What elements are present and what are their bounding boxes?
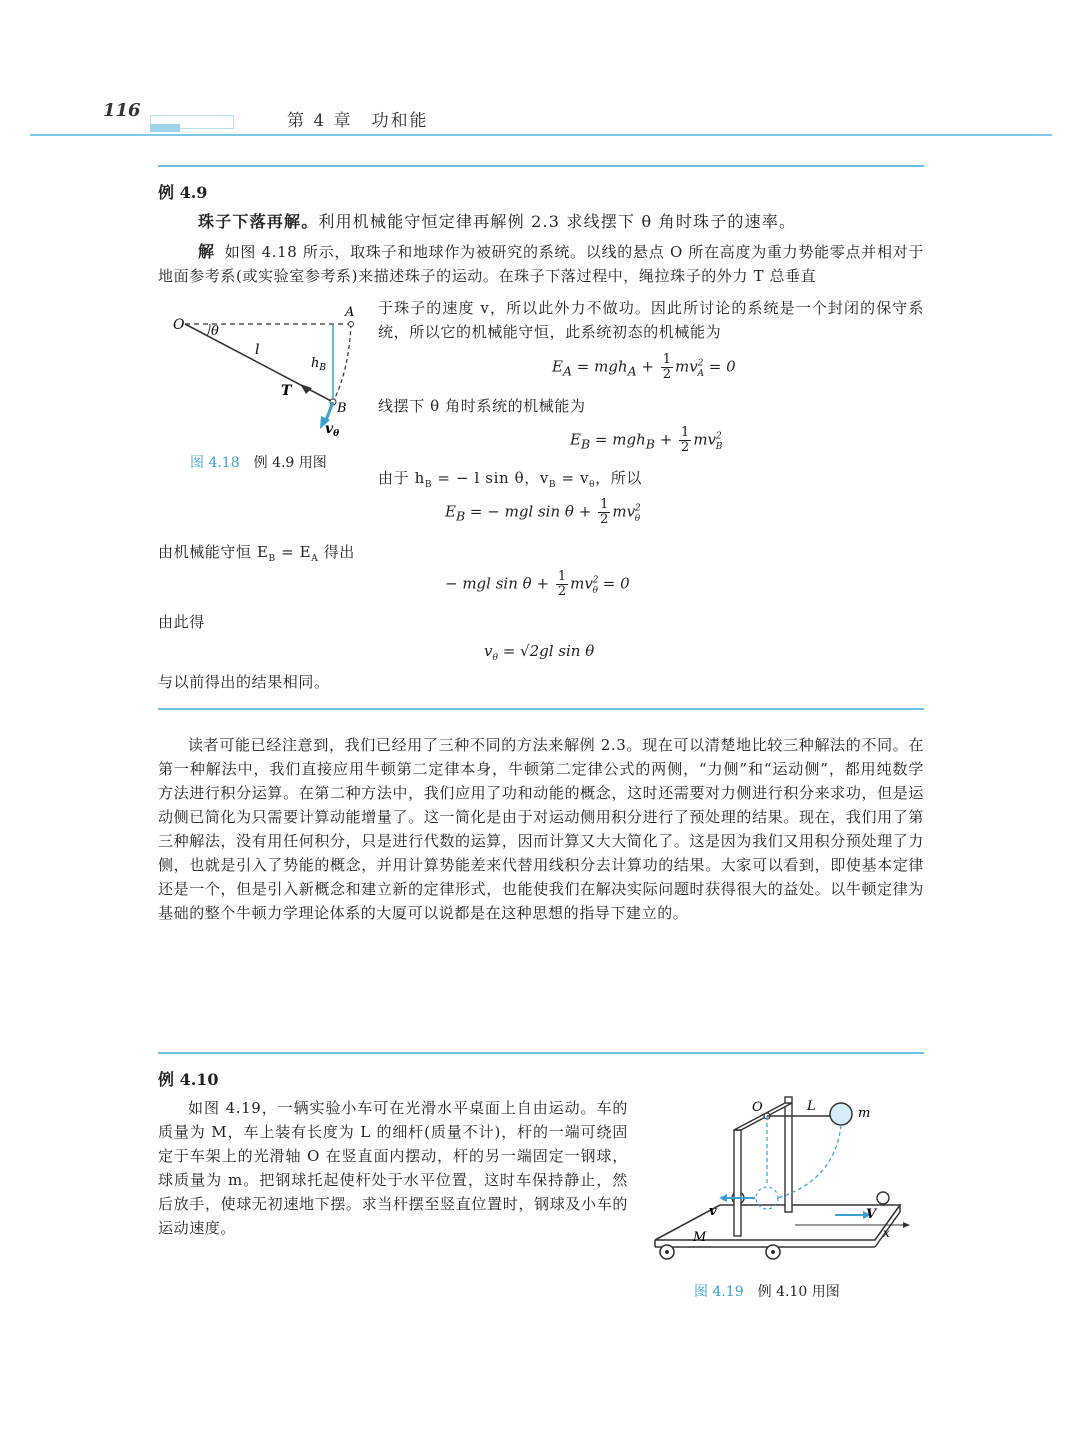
figure-4-19-number: 图 4.19	[694, 1284, 744, 1300]
discussion-paragraph: 读者可能已经注意到，我们已经用了三种不同的方法来解例 2.3。现在可以清楚地比较三种解法的不同。在第一种解法中，我们直接应用牛顿第二定律本身，牛顿第二定律公式的两侧，“力侧”和“运动侧”，都用纯数学方法进行积分运算。在第二种方法中，我们应用了功和动能的概念，这时还需要对力侧进行积分来求功，但是运动侧已简化为只需要计算动能增量了。这一简化是由于对运动侧用积分进行了预处理的结果。现在，我们用了第三种解法，没有用任何积分，只是进行代数的运算，因而计算又大大简化了。这是因为我们又用积分预处理了力侧，也就是引入了势能的概念，并用计算势能差来代替用线积分去计算功的结果。大家可以看到，即使基本定律还是一个，但是引入新概念和建立新的定律形式，也能使我们在解决实际问题时获得很大的益处。以牛顿定律为基础的整个牛顿力学理论体系的大厦可以说都是在这种思想的指导下建立的。	[158, 736, 924, 922]
example-4-10-top-rule	[158, 1052, 924, 1054]
label-L: L	[807, 1099, 816, 1114]
figure-4-18-text: 例 4.9 用图	[253, 455, 327, 471]
arc-path	[333, 324, 351, 402]
label-theta: θ	[211, 324, 219, 339]
example-4-9-statement	[198, 210, 924, 234]
page-number: 116	[103, 100, 141, 121]
equation-result: $v_\theta = √2gl$ sin θ	[484, 642, 595, 663]
steel-ball	[830, 1103, 852, 1125]
solution-paragraph-full	[158, 240, 924, 288]
text-since: 由于 $h_B$ = − l sin θ，$v_B = v_\theta$，所以	[378, 469, 642, 490]
theta-arc	[207, 324, 210, 336]
solution-label: 解	[198, 242, 215, 261]
chapter-title: 第 4 章 功和能	[287, 111, 429, 131]
example-4-10-title: 例 4.10	[158, 1070, 219, 1089]
text-hence: 由此得	[158, 613, 205, 631]
statement-bold: 珠子下落再解。	[198, 212, 319, 231]
equation-EB: $E_B = mgh_B$ + $\frac{1}{2}$ $mv^2_B$	[570, 425, 723, 455]
example-top-rule	[158, 165, 924, 167]
label-T: T	[281, 383, 292, 399]
point-A	[349, 322, 354, 327]
label-M: M	[693, 1230, 707, 1245]
wheel-back-right	[877, 1192, 889, 1204]
label-l: l	[255, 342, 260, 358]
label-V: V	[866, 1207, 877, 1222]
solution-text: 如图 4.18 所示，取珠子和地球作为被研究的系统。以线的悬点 O 所在高度为重力势能零点并相对于地面参考系(或实验室参考系)来描述珠子的运动。在珠子下落过程中，绳拉珠子的外力 T 总垂直	[158, 243, 924, 285]
label-O: O	[173, 317, 185, 333]
text-theta-energy: 线摆下 θ 角时系统的机械能为	[378, 397, 586, 415]
ball-velocity-arrowhead	[719, 1194, 727, 1202]
frame-post-front	[734, 1130, 741, 1236]
equation-EA: $E_A = mgh_A$ + $\frac{1}{2}$ $mv^2_A = 0$	[552, 352, 736, 382]
label-A: A	[345, 305, 355, 320]
figure-4-19	[645, 1085, 910, 1275]
header-decor-fill	[150, 124, 180, 132]
figure-4-18-number: 图 4.18	[190, 455, 240, 471]
text-same-result: 与以前得出的结果相同。	[158, 673, 330, 691]
example-4-9-title: 例 4.9	[158, 183, 208, 202]
figure-4-19-caption	[694, 1281, 840, 1301]
equation-conservation: − mgl sin θ + $\frac{1}{2}$ $mv^2_\theta = 0$	[445, 569, 630, 599]
label-m: m	[858, 1106, 871, 1121]
label-v: v	[709, 1204, 717, 1219]
equation-EB-expanded: $E_B$ = − mgl sin θ + $\frac{1}{2}$ $mv^2_\theta$	[445, 497, 641, 527]
solution-paragraph-side: 于珠子的速度 v，所以此外力不做功。因此所讨论的系统是一个封闭的保守系统，所以它的机械能守恒，此系统初态的机械能为	[378, 299, 924, 341]
wheel-hub-front-right	[771, 1250, 775, 1254]
figure-4-19-text: 例 4.10 用图	[757, 1284, 840, 1300]
x-axis-arrowhead	[903, 1222, 910, 1228]
label-x: x	[883, 1226, 890, 1240]
label-O: O	[752, 1100, 763, 1115]
example-4-10-body: 如图 4.19，一辆实验小车可在光滑水平桌面上自由运动。车的质量为 M，车上装有长度为 L 的细杆(质量不计)，杆的一端可绕固定于车架上的光滑轴 O 在竖直面内摆动，杆的另一端固定一钢球，球质量为 m。把钢球托起使杆处于水平位置，这时车保持静止，然后放手，使球无初速地下摆。求当杆摆至竖直位置时，钢球及小车的运动速度。	[158, 1099, 628, 1237]
wheel-hub-front-left	[665, 1250, 669, 1254]
label-hB: $h_B$	[311, 356, 326, 373]
label-v: $v_\theta$	[325, 421, 340, 439]
header-rule	[30, 134, 1052, 136]
statement-rest: 利用机械能守恒定律再解例 2.3 求线摆下 θ 角时珠子的速率。	[318, 212, 797, 231]
figure-4-18-caption	[190, 452, 327, 472]
example-bottom-rule	[158, 708, 924, 710]
label-B: B	[337, 401, 347, 416]
cart-platform	[655, 1205, 900, 1240]
text-conservation: 由机械能守恒 $E_B = E_A$ 得出	[158, 543, 355, 564]
figure-4-18	[165, 295, 375, 445]
tension-arrow	[300, 384, 312, 394]
